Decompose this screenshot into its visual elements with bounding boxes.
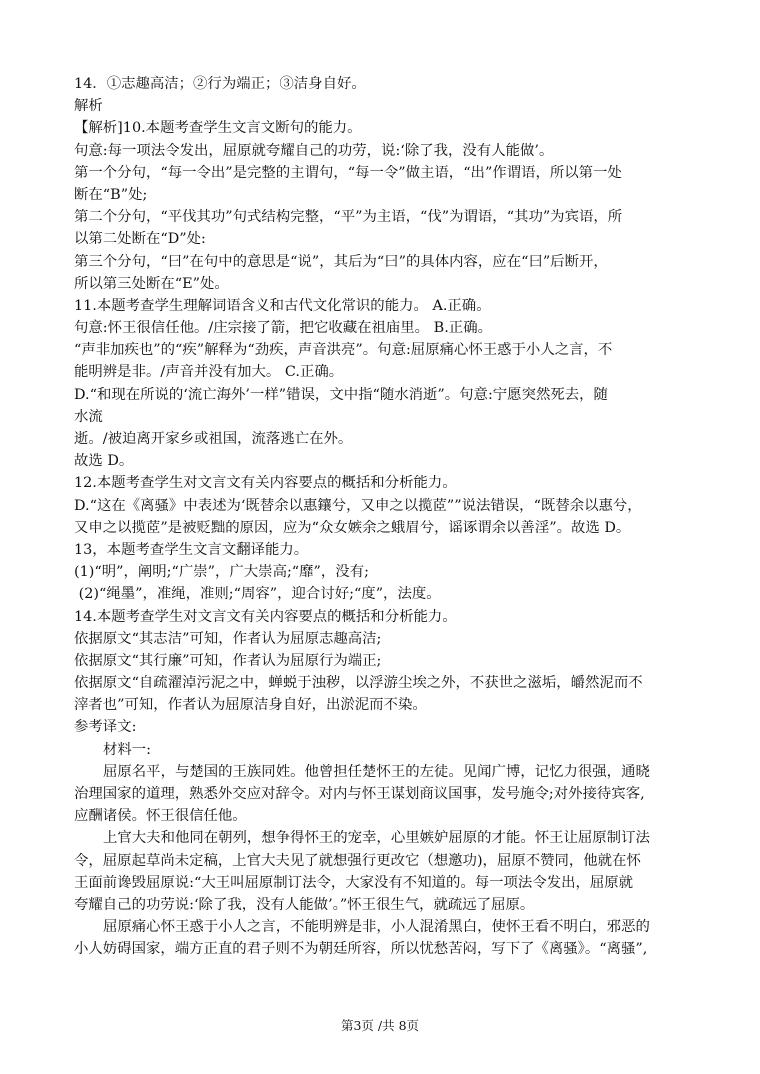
text-line: 【解析]10.本题考查学生文言文断句的能力。 — [74, 120, 362, 137]
text-line: 句意:怀王很信任他。/庄宗接了箭，把它收藏在祖庙里。 B.正确。 — [74, 320, 492, 337]
text-line: 第三个分句，“曰”在句中的意思是“说”，其后为“曰”的具体内容，应在“曰”后断开， — [74, 253, 608, 270]
document-body — [74, 73, 692, 961]
text-line: 14.本题考查学生对文言文有关内容要点的概括和分析能力。 — [74, 608, 457, 625]
text-line: 所以第三处断在“E”处。 — [74, 275, 229, 292]
text-line: 依据原文“其志洁”可知，作者认为屈原志趣高洁; — [74, 630, 382, 647]
translation-heading: 参考译文: — [74, 719, 137, 736]
answer-line: 14．①志趣高洁；②行为端正；③洁身自好。 — [74, 76, 366, 92]
paragraph-line: 上官大夫和他同在朝列，想争得怀王的宠幸，心里嫉妒屈原的才能。怀王让屈原制订法 — [103, 830, 650, 847]
paragraph-line: 令，屈原起草尚未定稿，上官大夫见了就想强行更改它（想邀功)，屈原不赞同，他就在怀 — [74, 852, 641, 869]
text-line: D.“和现在所说的‘流亡海外’一样”错误，文中指“随水消逝”。句意:宁愿突然死去，随 — [74, 386, 608, 403]
paragraph-line: 屈原痛心怀王惑于小人之言，不能明辨是非，小人混淆黑白，使怀王看不明白，邪恶的 — [103, 919, 650, 936]
paragraph-line: 夸耀自己的功劳说:‘除了我，没有人能做’。”怀王很生气，就疏远了屈原。 — [74, 896, 535, 913]
page-number-footer: 第3页 /共 8页 — [340, 1018, 420, 1033]
text-line: 水流 — [74, 408, 103, 425]
text-line: 滓者也”可知，作者认为屈原洁身自好，出淤泥而不染。 — [74, 697, 427, 714]
text-line: 第一个分句，“每一令出”是完整的主谓句，“每一令”做主语，“出”作谓语，所以第一处 — [74, 164, 622, 181]
text-line: (2)“绳墨”，准绳，准则;“周容”，迎合讨好;“度”，法度。 — [74, 586, 441, 603]
text-line: 依据原文“其行廉”可知，作者认为屈原行为端正; — [74, 652, 382, 669]
text-line: 断在“B”处; — [74, 186, 148, 203]
text-line: 11.本题考查学生理解词语含义和古代文化常识的能力。 A.正确。 — [74, 297, 491, 314]
text-line: “声非加疾也”的“疾”解释为“劲疾，声音洪亮”。句意:屈原痛心怀王惑于小人之言，不 — [74, 342, 613, 359]
text-line: 12.本题考查学生对文言文有关内容要点的概括和分析能力。 — [74, 475, 457, 492]
text-line: 又申之以揽茝”是被贬黜的原因，应为“众女嫉余之蛾眉兮，谣诼谓余以善淫”。故选 D。 — [74, 519, 631, 536]
text-line: 句意:每一项法令发出，屈原就夸耀自己的功劳，说:‘除了我，没有人能做’。 — [74, 142, 554, 159]
text-line: 以第二处断在“D”处: — [74, 231, 206, 248]
paragraph-line: 王面前谗毁屈原说:“大王叫屈原制订法令，大家没有不知道的。每一项法令发出，屈原就 — [74, 874, 634, 891]
text-line: 13，本题考查学生文言文翻译能力。 — [74, 541, 309, 558]
text-line: D.“这在《离骚》中表述为‘既替余以惠鑲兮，又申之以揽茝””说法错误，“既替余以惠兮， — [74, 497, 642, 514]
section-heading: 解析 — [74, 98, 103, 115]
material-heading: 材料一: — [103, 741, 152, 758]
paragraph-line: 应酬诸侯。怀王很信任他。 — [74, 808, 247, 825]
text-line: 第二个分句，“平伐其功”句式结构完整，“平”为主语，“伐”为谓语，“其功”为宾语，所 — [74, 209, 623, 226]
text-line: 逝。/被迫离开家乡或祖国，流落逃亡在外。 — [74, 431, 353, 447]
text-line: 故选 D。 — [74, 453, 134, 470]
text-line: 依据原文“自疏濯淖污泥之中，蝉蜕于浊秽，以浮游尘埃之外，不获世之滋垢，皭然泥而不 — [74, 675, 643, 692]
paragraph-line: 治理国家的道理，熟悉外交应对辞令。对内与怀王谋划商议国事，发号施令;对外接待宾客, — [74, 786, 645, 802]
paragraph-line: 小人妨碍国家，端方正直的君子则不为朝廷所容，所以忧愁苦闷，写下了《离骚》。“离骚”, — [74, 941, 648, 958]
text-line: (1)“明”，阐明;“广崇”，广大崇高;“靡”，没有; — [74, 564, 369, 581]
paragraph-line: 屈原名平，与楚国的王族同姓。他曾担任楚怀王的左徒。见闻广博，记忆力很强，通晓 — [103, 763, 650, 780]
text-line: 能明辨是非。/声音并没有加大。 C.正确。 — [74, 364, 344, 381]
